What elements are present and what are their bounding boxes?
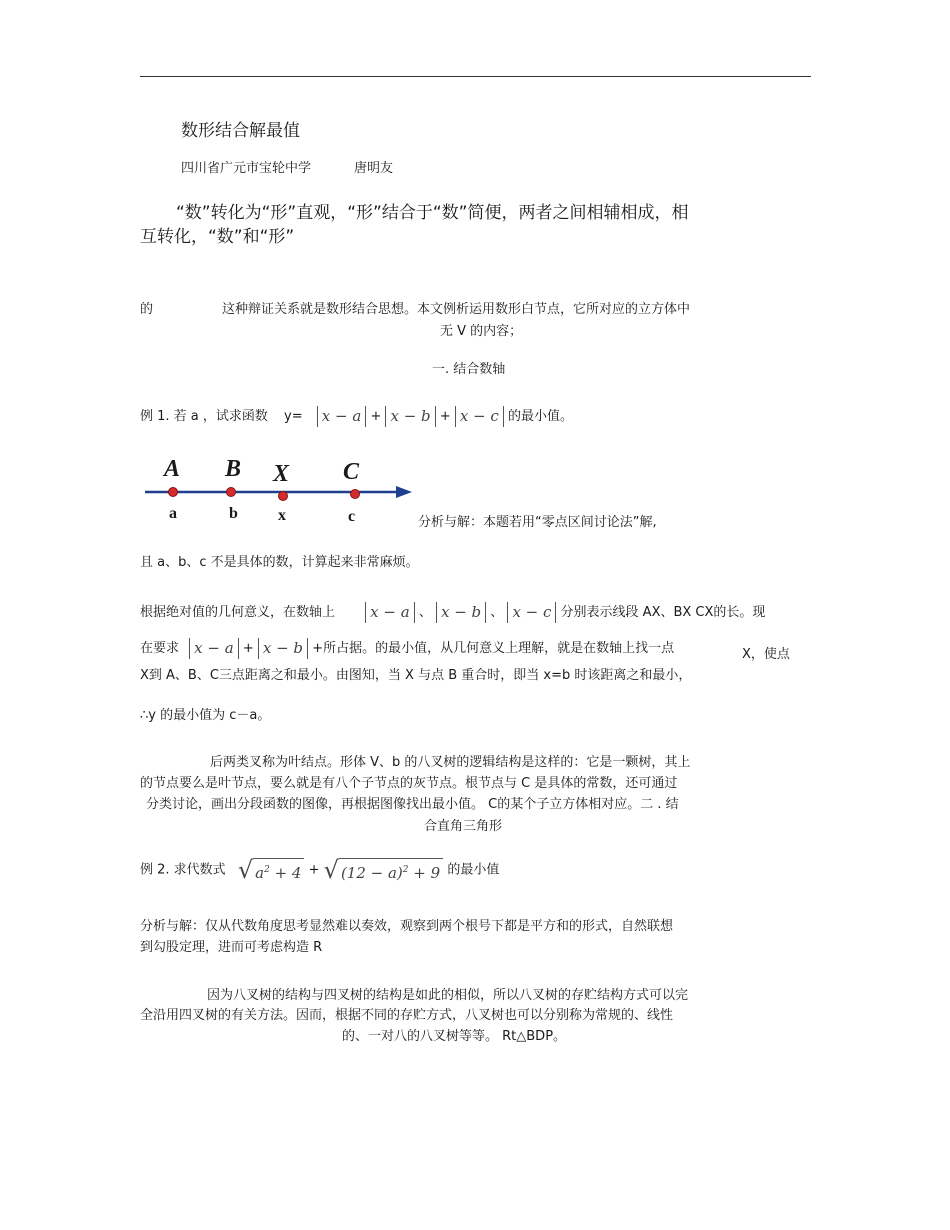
analysis1-line-2: 且 a、b、c 不是具体的数，计算起来非常麻烦。 xyxy=(140,555,419,570)
label-lower-a: a xyxy=(169,505,177,522)
header-rule xyxy=(140,76,811,77)
ex1-plus-1: + xyxy=(370,409,382,424)
para3-line-1: 后两类叉称为叶结点。形体 V、b 的八叉树的逻辑结构是这样的：它是一颗树，其上 xyxy=(210,755,691,770)
para1-line-2: 无 V 的内容； xyxy=(440,324,523,339)
point-x xyxy=(279,492,288,501)
para4-line-1: 因为八叉树的结构与四叉树的结构是如此的相似，所以八叉树的存贮结构方式可以完 xyxy=(207,988,689,1003)
sqrt-sign-icon: √ xyxy=(323,856,339,884)
example-2 xyxy=(140,858,499,882)
author-name: 唐明友 xyxy=(354,161,394,176)
para2-line2-abs-term-2: x − b xyxy=(258,638,308,659)
para2-line2-suffix: +所占据。的最小值，从几何意义上理解，就是在数轴上找一点 xyxy=(312,641,675,656)
label-lower-c: c xyxy=(348,508,356,525)
ex1-y: y= xyxy=(284,409,303,424)
number-line-arrowhead xyxy=(396,486,412,498)
label-upper-c: C xyxy=(343,459,360,485)
ex2-prefix: 例 2. 求代数式 xyxy=(140,862,226,878)
para2-abs-term-3: x − c xyxy=(507,602,556,623)
analysis2-line-2: 到勾股定理，进而可考虑构造 R xyxy=(140,940,323,955)
para2-line-4: ∴y 的最小值为 c－a。 xyxy=(140,708,271,723)
ex1-suffix: 的最小值。 xyxy=(507,409,573,424)
para2-abs-term-2: x − b xyxy=(436,602,486,623)
ex2-sqrt-term-2: √ $(12 - a)^2 + 9$ xyxy=(324,858,444,882)
para3-line-3: 分类讨论，画出分段函数的图像，再根据图像找出最小值。 C的某个子立方体相对应。二 . 结 xyxy=(146,797,679,812)
para2-line-2 xyxy=(140,637,674,659)
label-upper-a: A xyxy=(164,456,181,482)
point-c xyxy=(351,490,360,499)
para3-line-4: 合直角三角形 xyxy=(424,819,503,834)
para1-lead: 的 xyxy=(140,302,154,317)
intro-line-1: “数”转化为“形”直观，“形”结合于“数”简便，两者之间相辅相成，相 xyxy=(176,203,689,223)
para1-line-1: 这种辩证关系就是数形结合思想。本文例析运用数形白节点，它所对应的立方体中 xyxy=(222,302,691,317)
point-a xyxy=(169,488,178,497)
ex2-plus: + xyxy=(308,862,320,878)
para3-line-2: 的节点要么是叶节点，要么就是有八个子节点的灰节点。根节点与 C 是具体的常数，还可通过 xyxy=(140,776,678,791)
ex1-plus-2: + xyxy=(439,409,451,424)
para2-prefix: 根据绝对值的几何意义，在数轴上 xyxy=(140,605,336,620)
para2-line2-abs-term-1: x − a xyxy=(189,638,239,659)
intro-line-2: 互转化，“数”和“形” xyxy=(140,227,295,247)
para2-line2-tail: X，使点 xyxy=(742,647,790,662)
ex1-abs-term-1: x − a xyxy=(317,406,367,427)
ex1-abs-term-3: x − c xyxy=(455,406,504,427)
analysis1-line-1: 分析与解：本题若用“零点区间讨论法”解, xyxy=(418,515,657,530)
para2-line-1 xyxy=(140,601,765,623)
ex1-prefix: 例 1. 若 a ，试求函数 xyxy=(140,409,268,424)
para2-suffix: 分别表示线段 AX、BX CX的长。现 xyxy=(560,605,766,620)
para4-line-2: 全沿用四叉树的有关方法。因而，根据不同的存贮方式，八叉树也可以分别称为常规的、线性 xyxy=(140,1008,674,1023)
para2-line2-plus: + xyxy=(242,641,254,656)
point-b xyxy=(227,488,236,497)
sqrt-sign-icon: √ xyxy=(237,856,254,884)
page-title: 数形结合解最值 xyxy=(181,121,300,141)
para2-line2-prefix: 在要求 xyxy=(140,641,180,656)
para4-line-3: 的、一对八的八叉树等等。 Rt△BDP。 xyxy=(342,1029,567,1044)
para2-sep-1: 、 xyxy=(418,605,432,620)
label-lower-x: x xyxy=(278,507,286,524)
ex1-abs-term-2: x − b xyxy=(385,406,435,427)
label-upper-x: X xyxy=(273,461,290,487)
author-school: 四川省广元市宝轮中学 xyxy=(181,161,312,176)
analysis2-line-1: 分析与解：仅从代数角度思考显然难以奏效，观察到两个根号下都是平方和的形式，自然联想 xyxy=(140,919,674,934)
label-lower-b: b xyxy=(229,505,238,522)
ex2-sqrt-term-1: √ $a^2 + 4$ xyxy=(238,858,305,882)
section-heading-1: 一. 结合数轴 xyxy=(432,362,506,377)
ex2-suffix: 的最小值 xyxy=(447,862,500,878)
para2-abs-term-1: x − a xyxy=(365,602,415,623)
para2-sep-2: 、 xyxy=(490,605,504,620)
example-1 xyxy=(140,405,573,427)
para2-line-3: X到 A、B、C三点距离之和最小。由图知，当 X 与点 B 重合时，即当 x=b 时该距离之和最小， xyxy=(140,668,692,683)
label-upper-b: B xyxy=(225,456,242,482)
